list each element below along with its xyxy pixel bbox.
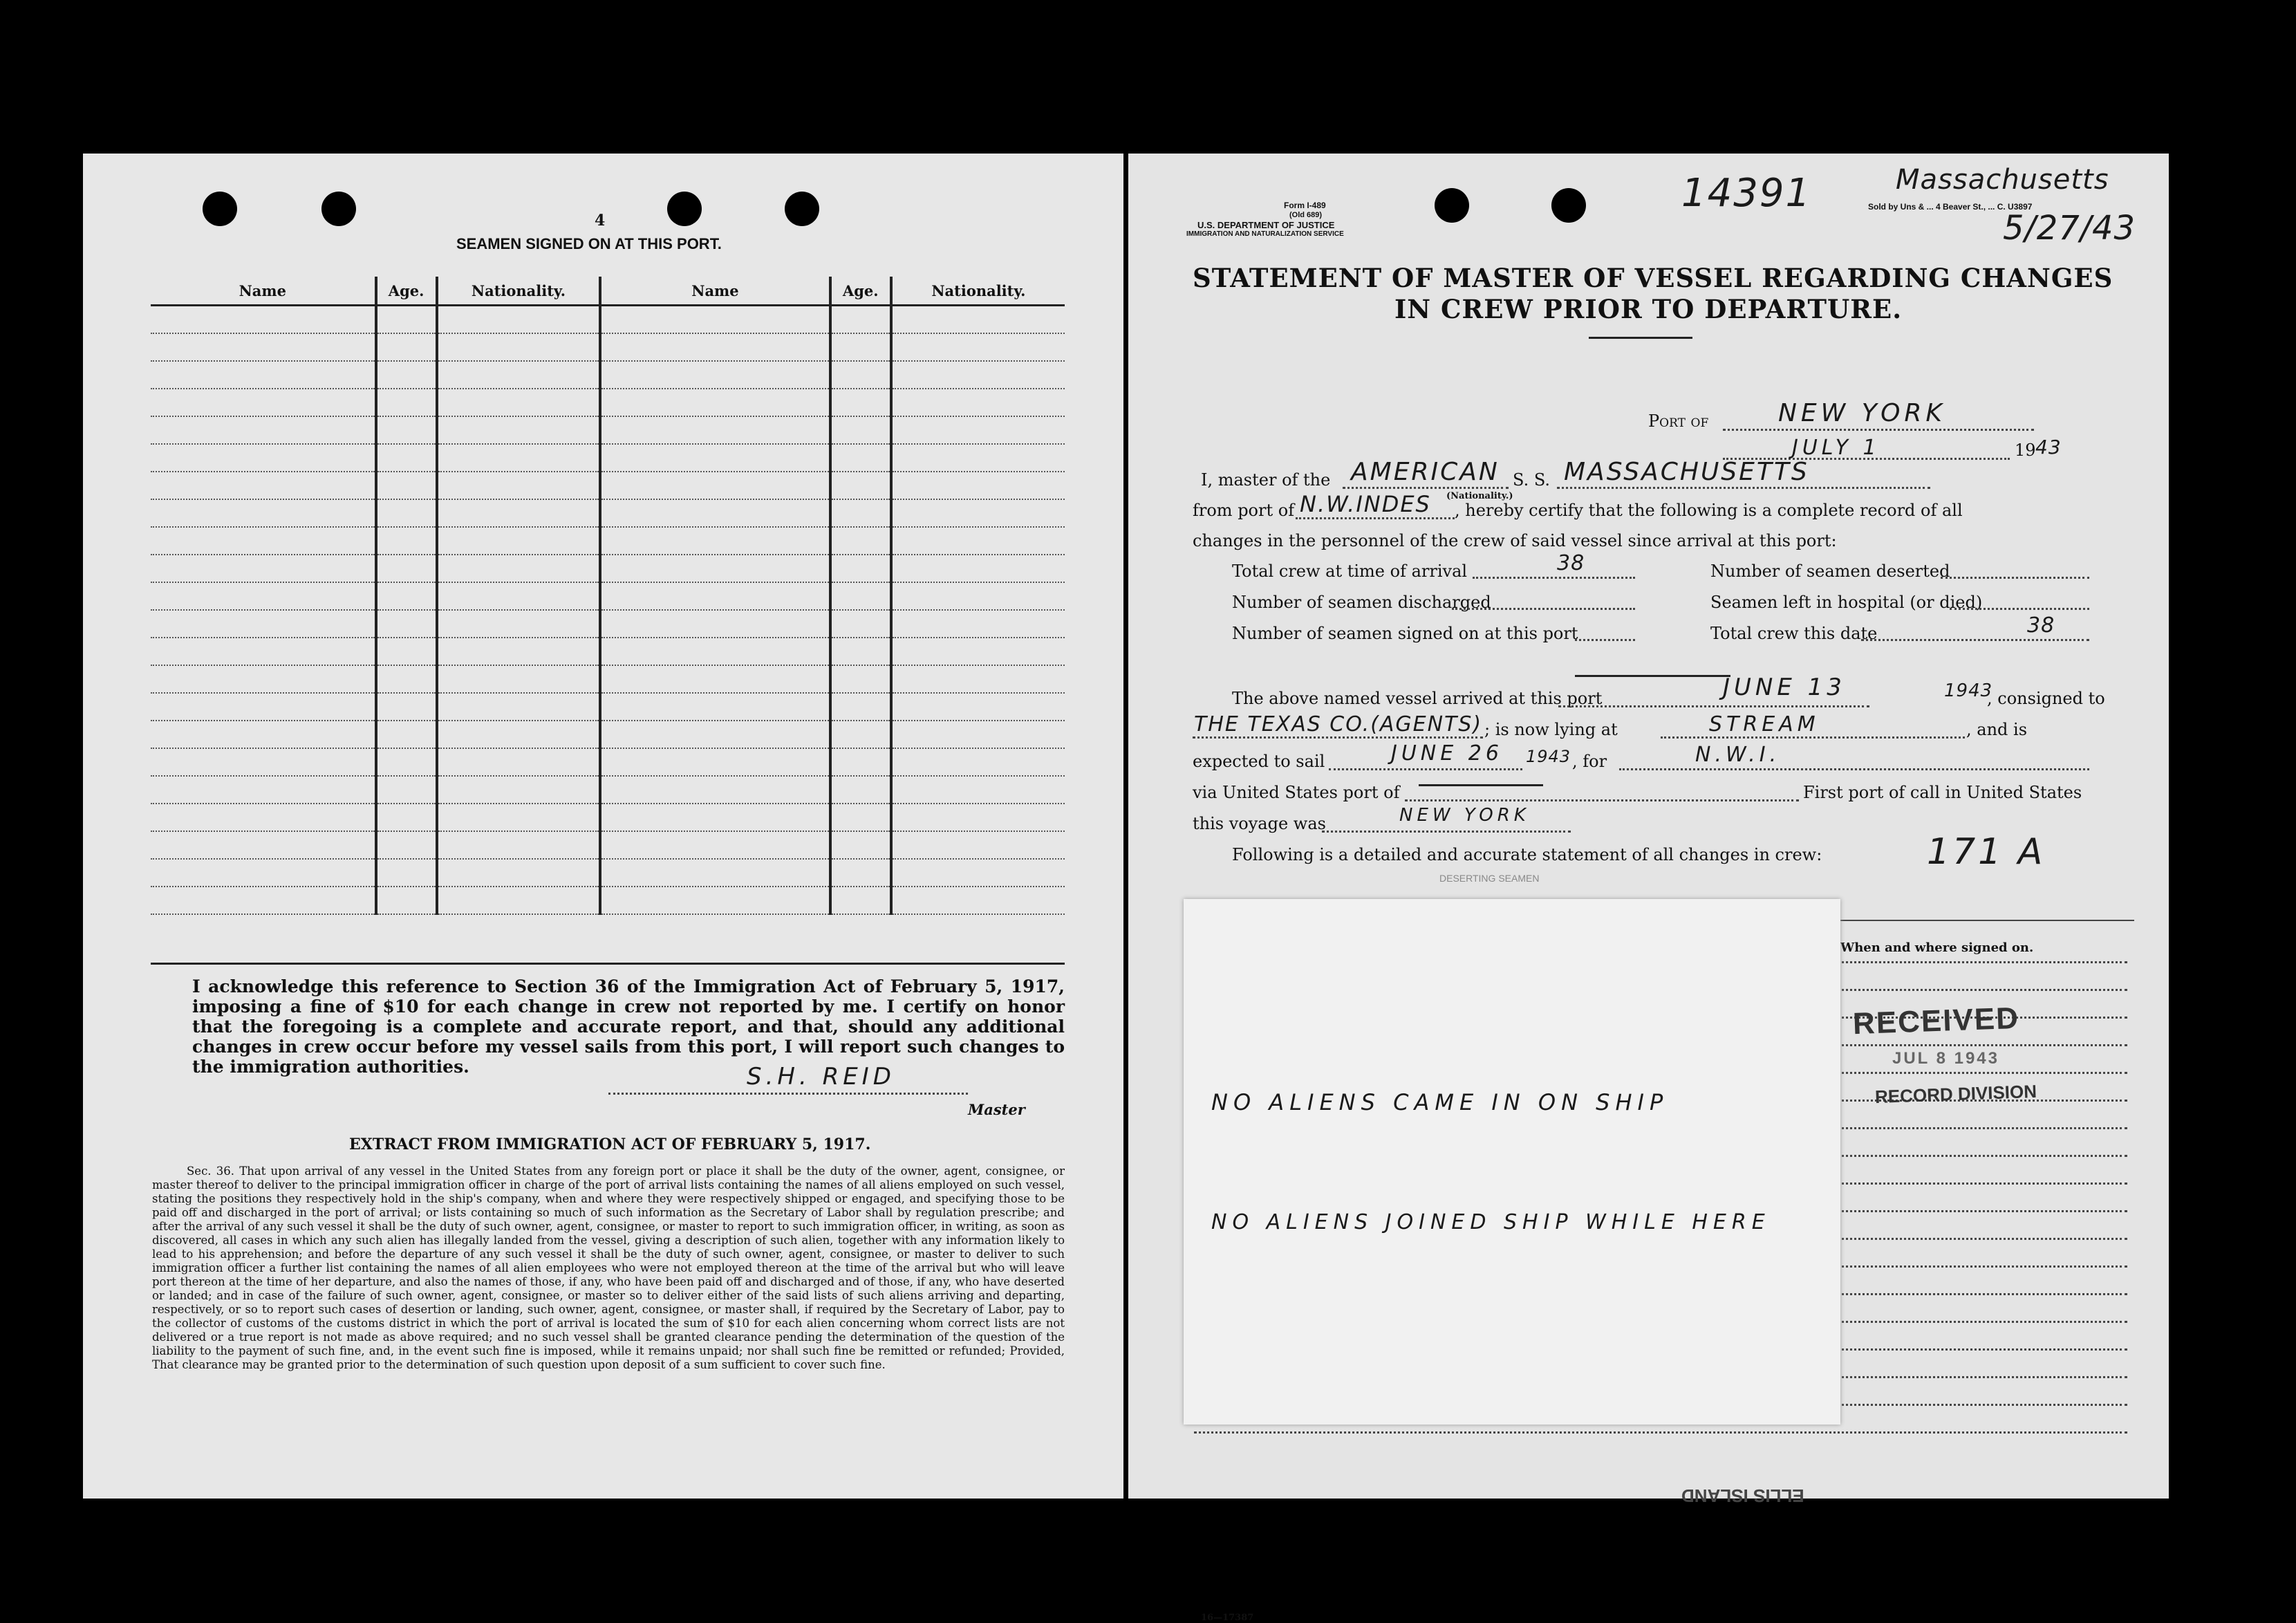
table-cell: [437, 527, 601, 555]
table-cell: [830, 555, 891, 582]
nationality-value: AMERICAN: [1351, 458, 1500, 486]
section-title: SEAMEN SIGNED ON AT THIS PORT.: [456, 235, 722, 252]
table-cell: [151, 444, 376, 472]
table-cell: [151, 472, 376, 499]
table-cell: [437, 748, 601, 776]
handwritten-date: 5/27/43: [2003, 209, 2136, 248]
from-port-label: from port of: [1193, 501, 1295, 520]
from-port-value: N.W.INDES: [1300, 491, 1431, 517]
table-cell: [891, 748, 1065, 776]
table-cell: [830, 361, 891, 389]
table-cell: [376, 665, 437, 693]
table-cell: [437, 831, 601, 859]
table-cell: [891, 693, 1065, 721]
handwritten-number: 14391: [1681, 171, 1812, 216]
total-crew-arrival-line: [1473, 577, 1635, 579]
lying-label: ; is now lying at: [1484, 720, 1618, 739]
attached-note-card: [1184, 899, 1840, 1425]
table-cell: [830, 389, 891, 416]
table-cell: [830, 887, 891, 914]
stamp-received: RECEIVED: [1852, 1001, 2020, 1041]
table-cell: [151, 693, 376, 721]
arrived-date: JUNE 13: [1723, 674, 1846, 701]
table-cell: [891, 361, 1065, 389]
table-cell: [376, 776, 437, 804]
consigned-label: , consigned to: [1987, 689, 2105, 708]
table-cell: [600, 776, 830, 804]
header-age: Age.: [376, 277, 437, 306]
table-cell: [437, 887, 601, 914]
table-cell: [151, 638, 376, 665]
table-row: [151, 361, 1065, 389]
table-cell: [600, 831, 830, 859]
table-cell: [151, 527, 376, 555]
table-cell: [891, 472, 1065, 499]
extract-text: Sec. 36. That upon arrival of any vessel in the United States from any foreign port or place it shall be the duty of the owner, agent, consignee, or master thereof to deliver to the principal immigration officer in charge of the port of arrival lists containing the names of all aliens employed on such vessel, stating the positions they respectively hold in the ship's company, when and where they were respectively shipped or engaged, and specifying those to be paid off and discharged in the port of arrival; or lists containing so much of such information as the Secretary of Labor shall by regulation prescribe; and after the arrival of any such vessel it shall be the duty of such owner, agent, consignee, or master to report to such immigration officer, in writing, as soon as discovered, all cases in which any such alien has illegally landed from the vessel, giving a description of such alien, together with any information likely to lead to his apprehension; and before the departure of any such vessel it shall be the duty of such owner, agent, consignee, or master to deliver to such immigration officer a further list containing the names of all alien employees who were not employed thereon at the time of the arrival but who will leave port thereon at the time of her departure, and also the names of those, if any, who have been paid off and discharged and of those, if any, who have deserted or landed; and in case of the failure of such owner, agent, consignee, or master so to deliver either of the said lists of such aliens arriving and departing, respectively, or so to report such cases of desertion or landing, such owner, agent, consignee, or master shall, if required by the Secretary of Labor, pay to the collector of customs of the customs district in which the port of arrival is located the sum of $10 for each alien concerning whom correct lists are not delivered or a true report is not made as above required; and no such vessel shall be granted clearance pending the determination of the question of the liability to the payment of such fine, and, in the event such fine is imposed, while it remains unpaid; nor shall such fine be remitted or refunded; Provided, That clearance may be granted prior to the determination of such question upon deposit of a sum sufficient to cover such fine.: [152, 1165, 1065, 1371]
table-row: [151, 748, 1065, 776]
nationality-line: [1343, 487, 1509, 489]
punch-hole: [1551, 188, 1586, 223]
master-signature: S.H. REID: [747, 1063, 895, 1091]
ship-value: MASSACHUSETTS: [1564, 458, 1809, 486]
hospital-label: Seamen left in hospital (or died): [1710, 593, 1983, 612]
table-cell: [830, 638, 891, 665]
page-number: 4: [595, 212, 606, 230]
table-cell: [891, 389, 1065, 416]
table-cell: [830, 804, 891, 831]
table-cell: [830, 444, 891, 472]
table-row: [151, 776, 1065, 804]
table-cell: [437, 610, 601, 638]
voyage-line: [1322, 831, 1571, 833]
table-cell: [891, 416, 1065, 444]
table-cell: [151, 555, 376, 582]
table-cell: [376, 361, 437, 389]
table-row: [151, 499, 1065, 527]
punch-hole: [1435, 188, 1469, 223]
table-cell: [600, 665, 830, 693]
table-cell: [600, 333, 830, 361]
table-cell: [437, 361, 601, 389]
table-cell: [830, 527, 891, 555]
left-page: [83, 154, 1123, 1499]
table-cell: [830, 693, 891, 721]
first-port-label: First port of call in United States: [1803, 783, 2082, 802]
for-label: , for: [1572, 752, 1607, 771]
form-title-line2: IN CREW PRIOR TO DEPARTURE.: [1394, 294, 1903, 324]
table-cell: [437, 444, 601, 472]
seamen-table: [151, 277, 1065, 915]
handwritten-code: 171 A: [1927, 831, 2046, 873]
nationality-caption: (Nationality.): [1446, 491, 1513, 501]
table-cell: [437, 389, 601, 416]
sail-year: 1943: [1526, 747, 1571, 766]
voyage-value: NEW YORK: [1399, 805, 1530, 826]
consignee-line: [1193, 736, 1483, 739]
via-label: via United States port of: [1193, 783, 1400, 802]
table-cell: [151, 887, 376, 914]
punch-hole: [667, 192, 702, 226]
seller-line: Sold by Uns & ... 4 Beaver St., ... C. U3897: [1868, 202, 2033, 212]
table-cell: [151, 859, 376, 887]
punch-hole: [321, 192, 356, 226]
signed-on-line: [1575, 639, 1635, 641]
table-cell: [376, 721, 437, 748]
table-cell: [151, 361, 376, 389]
table-cell: [830, 582, 891, 610]
consignee-value: THE TEXAS CO.(AGENTS): [1194, 712, 1483, 736]
table-cell: [437, 472, 601, 499]
table-cell: [376, 638, 437, 665]
table-cell: [891, 582, 1065, 610]
header-nationality: Nationality.: [437, 277, 601, 306]
table-header-row: [151, 277, 1065, 306]
department: U.S. DEPARTMENT OF JUSTICE: [1197, 220, 1335, 230]
total-crew-date-value: 38: [2027, 613, 2055, 638]
table-cell: [151, 582, 376, 610]
table-cell: [151, 610, 376, 638]
table-cell: [151, 721, 376, 748]
table-row: [151, 859, 1065, 887]
hospital-line: [1950, 608, 2089, 610]
lying-line: [1661, 736, 1965, 739]
form-old-number: (Old 689): [1289, 211, 1323, 219]
table-cell: [600, 610, 830, 638]
header-name: Name: [600, 277, 830, 306]
via-line: [1405, 799, 1799, 801]
form-title-line1: STATEMENT OF MASTER OF VESSEL REGARDING CHANGES: [1193, 263, 2113, 293]
table-cell: [376, 859, 437, 887]
table-cell: [891, 610, 1065, 638]
arrived-label: The above named vessel arrived at this port: [1232, 689, 1603, 708]
sum-rule: [1575, 675, 1730, 677]
table-cell: [600, 472, 830, 499]
table-cell: [600, 693, 830, 721]
punch-hole: [785, 192, 819, 226]
table-cell: [437, 776, 601, 804]
port-label: Port of: [1648, 411, 1709, 431]
table-cell: [437, 555, 601, 582]
service-name: IMMIGRATION AND NATURALIZATION SERVICE: [1186, 230, 1344, 238]
sail-date-line: [1329, 768, 1522, 770]
table-row: [151, 416, 1065, 444]
from-port-line: [1296, 517, 1455, 519]
table-cell: [600, 499, 830, 527]
table-cell: [151, 665, 376, 693]
table-cell: [600, 887, 830, 914]
handwritten-ship: Massachusetts: [1896, 164, 2109, 196]
signature-line: [608, 1093, 968, 1095]
table-cell: [437, 859, 601, 887]
table-cell: [600, 306, 830, 334]
table-cell: [830, 333, 891, 361]
form-number: Form I-489: [1284, 201, 1326, 210]
table-row: [151, 831, 1065, 859]
table-cell: [151, 389, 376, 416]
table-row: [151, 444, 1065, 472]
total-crew-arrival-value: 38: [1557, 551, 1585, 575]
header-age: Age.: [830, 277, 891, 306]
table-cell: [600, 748, 830, 776]
table-cell: [437, 665, 601, 693]
table-cell: [376, 416, 437, 444]
table-cell: [830, 776, 891, 804]
table-cell: [437, 416, 601, 444]
table-cell: [600, 804, 830, 831]
changes-text: changes in the personnel of the crew of said vessel since arrival at this port:: [1193, 531, 1837, 550]
table-cell: [600, 389, 830, 416]
voyage-label: this voyage was: [1193, 814, 1326, 833]
table-cell: [600, 527, 830, 555]
table-cell: [437, 499, 601, 527]
table-cell: [830, 472, 891, 499]
table-cell: [376, 306, 437, 334]
table-row-line: [1194, 1431, 2127, 1434]
table-cell: [151, 748, 376, 776]
table-row: [151, 887, 1065, 914]
note-line-1: NO ALIENS CAME IN ON SHIP: [1211, 1089, 1669, 1115]
table-cell: [830, 831, 891, 859]
table-cell: [830, 416, 891, 444]
table-row: [151, 721, 1065, 748]
ss-label: S. S.: [1513, 470, 1551, 490]
port-line: [1723, 429, 2034, 431]
table-cell: [151, 333, 376, 361]
stamp-ellis-island: ELLIS ISLAND: [1681, 1485, 1804, 1506]
ship-line: [1557, 487, 1930, 489]
table-cell: [376, 831, 437, 859]
table-cell: [437, 582, 601, 610]
table-cell: [376, 444, 437, 472]
table-cell: [437, 333, 601, 361]
table-row: [151, 389, 1065, 416]
acknowledgement-text: I acknowledge this reference to Section 36 of the Immigration Act of February 5, 1917, imposing a fine of $10 for each change in crew not reported by me. I certify on honor that the foregoing is a complete and accurate report, and that, should any additional changes in crew occur before my vessel sails from this port, I will report such changes to the immigration authorities.: [192, 976, 1065, 1077]
table-cell: [376, 555, 437, 582]
year-prefix: 19: [2015, 440, 2036, 460]
when-where-label: When and where signed on.: [1840, 940, 2034, 955]
signature-label: Master: [968, 1101, 1025, 1118]
arrived-line: [1558, 705, 1869, 707]
table-cell: [151, 804, 376, 831]
following-text: Following is a detailed and accurate statement of all changes in crew:: [1232, 845, 1822, 864]
total-crew-arrival-label: Total crew at time of arrival: [1232, 562, 1468, 581]
table-cell: [376, 804, 437, 831]
expected-label: expected to sail: [1193, 752, 1325, 771]
table-row: [151, 693, 1065, 721]
table-cell: [376, 887, 437, 914]
table-cell: [891, 444, 1065, 472]
table-cell: [151, 416, 376, 444]
table-bottom-rule: [151, 963, 1065, 965]
discharged-label: Number of seamen discharged: [1232, 593, 1491, 612]
table-cell: [600, 721, 830, 748]
master-of-label: I, master of the: [1201, 470, 1331, 490]
table-row: [151, 472, 1065, 499]
table-cell: [600, 555, 830, 582]
lying-value: STREAM: [1709, 712, 1820, 736]
table-cell: [891, 831, 1065, 859]
discharged-line: [1452, 608, 1635, 610]
table-cell: [891, 638, 1065, 665]
table-row: [151, 555, 1065, 582]
table-cell: [151, 306, 376, 334]
total-crew-date-label: Total crew this date: [1710, 624, 1878, 643]
punch-hole: [203, 192, 237, 226]
deserting-seamen-label: DESERTING SEAMEN: [1439, 873, 1540, 884]
destination: N.W.I.: [1695, 743, 1781, 767]
table-cell: [891, 555, 1065, 582]
table-cell: [600, 638, 830, 665]
port-value: NEW YORK: [1778, 399, 1947, 427]
arrived-year: 1943: [1944, 680, 1993, 701]
sail-date: JUNE 26: [1391, 741, 1503, 766]
stamp-division: RECORD DIVISION: [1874, 1080, 2037, 1108]
table-cell: [830, 721, 891, 748]
table-cell: [437, 804, 601, 831]
and-is-label: , and is: [1966, 720, 2028, 739]
table-cell: [891, 499, 1065, 527]
table-cell: [830, 306, 891, 334]
table-cell: [376, 333, 437, 361]
table-cell: [830, 610, 891, 638]
table-row: [151, 582, 1065, 610]
table-cell: [437, 306, 601, 334]
table-cell: [891, 859, 1065, 887]
table-cell: [891, 776, 1065, 804]
table-cell: [891, 665, 1065, 693]
table-cell: [600, 416, 830, 444]
table-cell: [600, 444, 830, 472]
table-cell: [830, 665, 891, 693]
table-cell: [151, 776, 376, 804]
table-cell: [891, 306, 1065, 334]
header-name: Name: [151, 277, 376, 306]
deserted-label: Number of seamen deserted: [1710, 562, 1950, 581]
table-cell: [891, 527, 1065, 555]
table-cell: [830, 859, 891, 887]
deserted-line: [1941, 577, 2089, 579]
table-cell: [437, 693, 601, 721]
table-row: [151, 333, 1065, 361]
table-row: [151, 804, 1065, 831]
table-cell: [830, 748, 891, 776]
certify-text: , hereby certify that the following is a complete record of all: [1455, 501, 1963, 520]
destination-line: [1619, 768, 2089, 770]
year-value: 43: [2035, 436, 2062, 458]
table-cell: [376, 472, 437, 499]
table-cell: [376, 499, 437, 527]
table-cell: [376, 693, 437, 721]
table-cell: [151, 499, 376, 527]
table-row: [151, 638, 1065, 665]
table-row: [151, 527, 1065, 555]
extract-title: EXTRACT FROM IMMIGRATION ACT OF FEBRUARY 5, 1917.: [349, 1135, 871, 1153]
footer-code: 16—17387: [1201, 1613, 1254, 1623]
table-cell: [830, 499, 891, 527]
table-cell: [891, 333, 1065, 361]
table-cell: [376, 527, 437, 555]
table-cell: [437, 638, 601, 665]
table-row: [151, 665, 1065, 693]
right-page: [1128, 154, 2169, 1623]
title-rule: [1589, 337, 1692, 339]
table-cell: [891, 721, 1065, 748]
table-cell: [376, 582, 437, 610]
table-cell: [891, 887, 1065, 914]
table-cell: [151, 831, 376, 859]
table-row: [151, 306, 1065, 334]
table-cell: [600, 361, 830, 389]
table-row: [151, 610, 1065, 638]
table-cell: [600, 859, 830, 887]
stamp-date: JUL 8 1943: [1892, 1049, 1999, 1068]
table-cell: [437, 721, 601, 748]
total-crew-date-line: [1861, 639, 2089, 641]
table-cell: [376, 748, 437, 776]
table-cell: [891, 804, 1065, 831]
header-nationality: Nationality.: [891, 277, 1065, 306]
date-value: JULY 1: [1792, 436, 1880, 460]
signed-on-label: Number of seamen signed on at this port: [1232, 624, 1578, 643]
table-cell: [376, 610, 437, 638]
table-cell: [600, 582, 830, 610]
table-cell: [376, 389, 437, 416]
via-rule: [1419, 784, 1543, 786]
note-line-2: NO ALIENS JOINED SHIP WHILE HERE: [1211, 1210, 1771, 1234]
